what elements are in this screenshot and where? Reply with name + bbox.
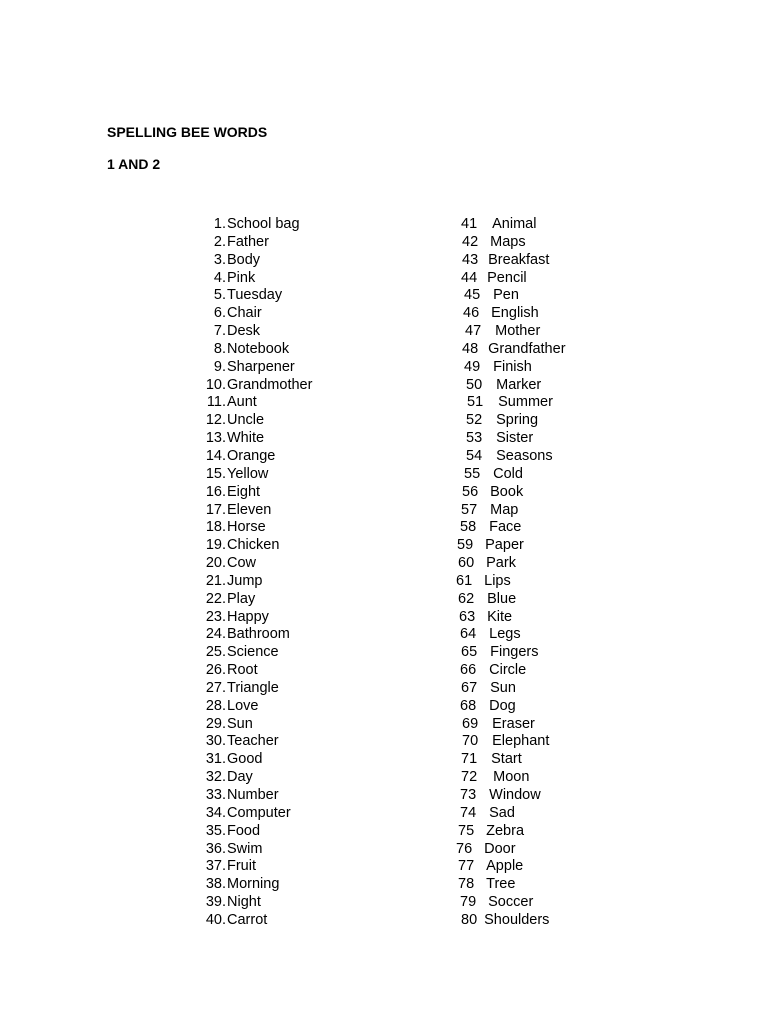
item-number: 62 <box>458 590 475 607</box>
item-word: Marker <box>496 376 542 393</box>
item-number: 3. <box>213 251 226 268</box>
list-item <box>452 841 652 859</box>
item-number: 8. <box>213 340 226 357</box>
item-word: Breakfast <box>488 251 550 268</box>
item-number: 46 <box>463 305 480 322</box>
item-word: Day <box>227 769 253 786</box>
item-word: Fruit <box>227 858 256 875</box>
item-number: 66 <box>460 662 477 679</box>
item-number: 27. <box>205 679 226 696</box>
item-number: 79 <box>460 894 477 911</box>
list-item <box>200 519 400 537</box>
item-word: Food <box>227 822 261 839</box>
list-item <box>452 537 652 555</box>
list-item <box>200 555 400 573</box>
item-word: Sharpener <box>227 358 295 375</box>
list-item <box>200 644 400 662</box>
list-item <box>200 305 400 323</box>
item-word: Chair <box>227 305 262 322</box>
item-word: Triangle <box>227 679 279 696</box>
list-item <box>200 502 400 520</box>
list-item <box>200 858 400 876</box>
item-number: 55 <box>464 465 481 482</box>
item-number: 21. <box>205 572 226 589</box>
item-number: 35. <box>205 822 226 839</box>
item-word: White <box>227 430 265 447</box>
list-item <box>452 787 652 805</box>
item-number: 72 <box>461 769 478 786</box>
list-item <box>452 769 652 787</box>
item-number: 11. <box>206 394 226 411</box>
list-item <box>200 377 400 395</box>
item-number: 69 <box>462 715 479 732</box>
list-item <box>200 537 400 555</box>
item-word: Pen <box>493 287 519 304</box>
list-item <box>452 234 652 252</box>
list-item <box>200 252 400 270</box>
item-word: Love <box>227 697 259 714</box>
item-word: Chicken <box>227 537 280 554</box>
item-word: Kite <box>487 608 513 625</box>
item-word: Animal <box>492 216 537 232</box>
list-item <box>200 270 400 288</box>
item-number: 10. <box>205 376 226 393</box>
item-number: 60 <box>458 555 475 572</box>
item-word: Pink <box>227 269 256 286</box>
list-item <box>200 716 400 734</box>
list-item <box>200 448 400 466</box>
item-number: 16. <box>205 483 226 500</box>
item-word: Computer <box>227 804 291 821</box>
item-word: Eleven <box>227 501 272 518</box>
item-word: Lips <box>484 572 511 589</box>
item-word: Tree <box>486 876 516 893</box>
item-word: Root <box>227 662 258 679</box>
list-item <box>200 680 400 698</box>
list-item <box>200 287 400 305</box>
list-item <box>452 858 652 876</box>
item-number: 75 <box>458 822 475 839</box>
item-number: 47 <box>465 323 482 340</box>
list-item <box>200 894 400 912</box>
list-item <box>452 270 652 288</box>
list-item <box>200 733 400 751</box>
list-item <box>452 823 652 841</box>
item-word: Science <box>227 644 279 661</box>
item-number: 23. <box>205 608 226 625</box>
item-word: Notebook <box>227 340 290 357</box>
item-number: 15. <box>205 465 226 482</box>
list-item <box>200 805 400 823</box>
list-item <box>452 430 652 448</box>
item-number: 17. <box>205 501 226 518</box>
item-word: Orange <box>227 447 276 464</box>
item-number: 34. <box>205 804 226 821</box>
item-word: Swim <box>227 840 263 857</box>
list-item <box>452 377 652 395</box>
list-item <box>200 787 400 805</box>
item-number: 67 <box>461 679 478 696</box>
list-item <box>452 716 652 734</box>
item-number: 14. <box>205 447 226 464</box>
item-number: 37. <box>205 858 226 875</box>
item-word: Play <box>227 590 256 607</box>
item-number: 5. <box>213 287 226 304</box>
item-word: Cow <box>227 555 257 572</box>
item-number: 6. <box>213 305 226 322</box>
item-word: Face <box>489 519 522 536</box>
list-item <box>452 359 652 377</box>
item-number: 49 <box>464 358 481 375</box>
list-item <box>200 466 400 484</box>
item-word: Jump <box>227 572 263 589</box>
item-number: 39. <box>205 894 226 911</box>
list-item <box>200 841 400 859</box>
item-number: 43 <box>462 251 479 268</box>
list-item <box>452 698 652 716</box>
word-list-right <box>452 216 652 930</box>
item-number: 45 <box>464 287 481 304</box>
item-number: 24. <box>205 626 226 643</box>
item-number: 30. <box>205 733 226 750</box>
list-item <box>200 484 400 502</box>
list-item <box>452 502 652 520</box>
list-item <box>200 216 400 234</box>
list-item <box>200 751 400 769</box>
list-item <box>452 644 652 662</box>
item-number: 70 <box>462 733 479 750</box>
item-number: 22. <box>205 590 226 607</box>
document-subtitle: 1 AND 2 <box>107 156 161 172</box>
list-item <box>452 519 652 537</box>
list-item <box>200 591 400 609</box>
item-number: 65 <box>461 644 478 661</box>
item-number: 76 <box>456 840 473 857</box>
item-number: 50 <box>466 376 483 393</box>
item-number: 56 <box>462 483 479 500</box>
item-number: 52 <box>466 412 483 429</box>
list-item <box>200 698 400 716</box>
list-item <box>200 876 400 894</box>
item-word: Mother <box>495 323 541 340</box>
list-item <box>200 609 400 627</box>
item-number: 48 <box>462 340 479 357</box>
item-word: Apple <box>486 858 524 875</box>
item-word: Moon <box>493 769 530 786</box>
item-word: Night <box>227 894 261 911</box>
document-title: SPELLING BEE WORDS <box>107 124 268 140</box>
item-word: Aunt <box>227 394 257 411</box>
item-word: Teacher <box>227 733 279 750</box>
list-item <box>452 626 652 644</box>
item-number: 71 <box>461 751 478 768</box>
item-number: 20. <box>205 555 226 572</box>
item-number: 31. <box>205 751 226 768</box>
item-word: Elephant <box>492 733 550 750</box>
item-word: Eight <box>227 483 261 500</box>
item-number: 4. <box>213 269 226 286</box>
item-number: 78 <box>458 876 475 893</box>
item-number: 2. <box>213 233 226 250</box>
item-word: Carrot <box>227 911 268 928</box>
item-word: Father <box>227 233 269 250</box>
item-word: Tuesday <box>227 287 283 304</box>
item-word: Uncle <box>227 412 265 429</box>
item-word: Spring <box>496 412 539 429</box>
item-number: 64 <box>460 626 477 643</box>
item-word: Sad <box>489 804 515 821</box>
item-word: Book <box>490 483 524 500</box>
item-word: Zebra <box>486 822 525 839</box>
list-item <box>452 555 652 573</box>
item-word: Finish <box>493 358 532 375</box>
item-number: 19. <box>205 537 226 554</box>
list-item <box>452 662 652 680</box>
list-item <box>452 912 652 930</box>
item-word: Grandmother <box>227 376 313 393</box>
list-item <box>452 341 652 359</box>
item-number: 38. <box>205 876 226 893</box>
item-word: Yellow <box>227 465 269 482</box>
list-item <box>200 394 400 412</box>
item-number: 1. <box>213 216 226 232</box>
item-number: 33. <box>205 787 226 803</box>
item-word: Pencil <box>487 269 527 286</box>
word-list-left <box>200 216 400 930</box>
item-word: Sister <box>496 430 534 447</box>
item-word: Map <box>490 501 519 518</box>
item-word: Eraser <box>492 715 535 732</box>
item-number: 36. <box>205 840 226 857</box>
item-word: Good <box>227 751 263 768</box>
list-item <box>452 680 652 698</box>
item-number: 74 <box>460 804 477 821</box>
item-number: 59 <box>457 537 474 554</box>
list-item <box>200 823 400 841</box>
item-number: 73 <box>460 787 477 803</box>
list-item <box>200 341 400 359</box>
list-item <box>200 359 400 377</box>
list-item <box>200 626 400 644</box>
list-item <box>200 430 400 448</box>
list-item <box>452 751 652 769</box>
item-number: 57 <box>461 501 478 518</box>
item-word: Seasons <box>496 447 553 464</box>
item-word: Window <box>489 787 541 803</box>
item-number: 77 <box>458 858 475 875</box>
list-item <box>452 394 652 412</box>
item-number: 63 <box>459 608 476 625</box>
item-number: 80 <box>461 911 478 928</box>
item-word: Cold <box>493 465 523 482</box>
list-item <box>452 216 652 234</box>
item-word: Shoulders <box>484 911 550 928</box>
item-word: Maps <box>490 233 526 250</box>
list-item <box>452 323 652 341</box>
item-number: 25. <box>205 644 226 661</box>
list-item <box>200 912 400 930</box>
list-item <box>452 252 652 270</box>
item-number: 40. <box>205 911 226 928</box>
list-item <box>200 769 400 787</box>
list-item <box>452 805 652 823</box>
item-word: Desk <box>227 323 261 340</box>
item-number: 13. <box>205 430 226 447</box>
item-number: 41 <box>461 216 478 232</box>
item-number: 12. <box>205 412 226 429</box>
list-item <box>452 733 652 751</box>
item-number: 53 <box>466 430 483 447</box>
item-number: 61 <box>456 572 473 589</box>
item-number: 42 <box>462 233 479 250</box>
item-word: Park <box>486 555 516 572</box>
list-item <box>452 609 652 627</box>
item-word: Happy <box>227 608 269 625</box>
list-item <box>452 466 652 484</box>
item-word: English <box>491 305 539 322</box>
item-number: 7. <box>213 323 226 340</box>
item-word: Sun <box>490 679 516 696</box>
item-word: Door <box>484 840 516 857</box>
item-word: Horse <box>227 519 266 536</box>
list-item <box>200 234 400 252</box>
list-item <box>200 323 400 341</box>
list-item <box>452 573 652 591</box>
item-word: Paper <box>485 537 524 554</box>
item-word: Start <box>491 751 522 768</box>
item-word: Number <box>227 787 279 803</box>
item-number: 51 <box>467 394 484 411</box>
item-number: 9. <box>213 358 226 375</box>
item-number: 32. <box>205 769 226 786</box>
list-item <box>200 662 400 680</box>
item-word: Morning <box>227 876 280 893</box>
list-item <box>452 894 652 912</box>
item-word: Body <box>227 251 261 268</box>
item-number: 44 <box>461 269 478 286</box>
item-word: Blue <box>487 590 517 607</box>
list-item <box>200 573 400 591</box>
item-word: Dog <box>489 697 516 714</box>
list-item <box>452 287 652 305</box>
item-word: Fingers <box>490 644 539 661</box>
item-number: 58 <box>460 519 477 536</box>
item-number: 29. <box>205 715 226 732</box>
item-number: 28. <box>205 697 226 714</box>
item-word: School bag <box>227 216 300 232</box>
list-item <box>452 412 652 430</box>
list-item <box>452 484 652 502</box>
item-number: 68 <box>460 697 477 714</box>
item-word: Circle <box>489 662 527 679</box>
item-word: Grandfather <box>488 340 566 357</box>
item-word: Summer <box>498 394 553 411</box>
list-item <box>200 412 400 430</box>
item-word: Soccer <box>488 894 534 911</box>
item-number: 54 <box>466 447 483 464</box>
list-item <box>452 448 652 466</box>
item-number: 26. <box>205 662 226 679</box>
item-word: Bathroom <box>227 626 290 643</box>
list-item <box>452 876 652 894</box>
list-item <box>452 591 652 609</box>
item-number: 18. <box>205 519 226 536</box>
item-word: Legs <box>489 626 521 643</box>
item-word: Sun <box>227 715 253 732</box>
list-item <box>452 305 652 323</box>
